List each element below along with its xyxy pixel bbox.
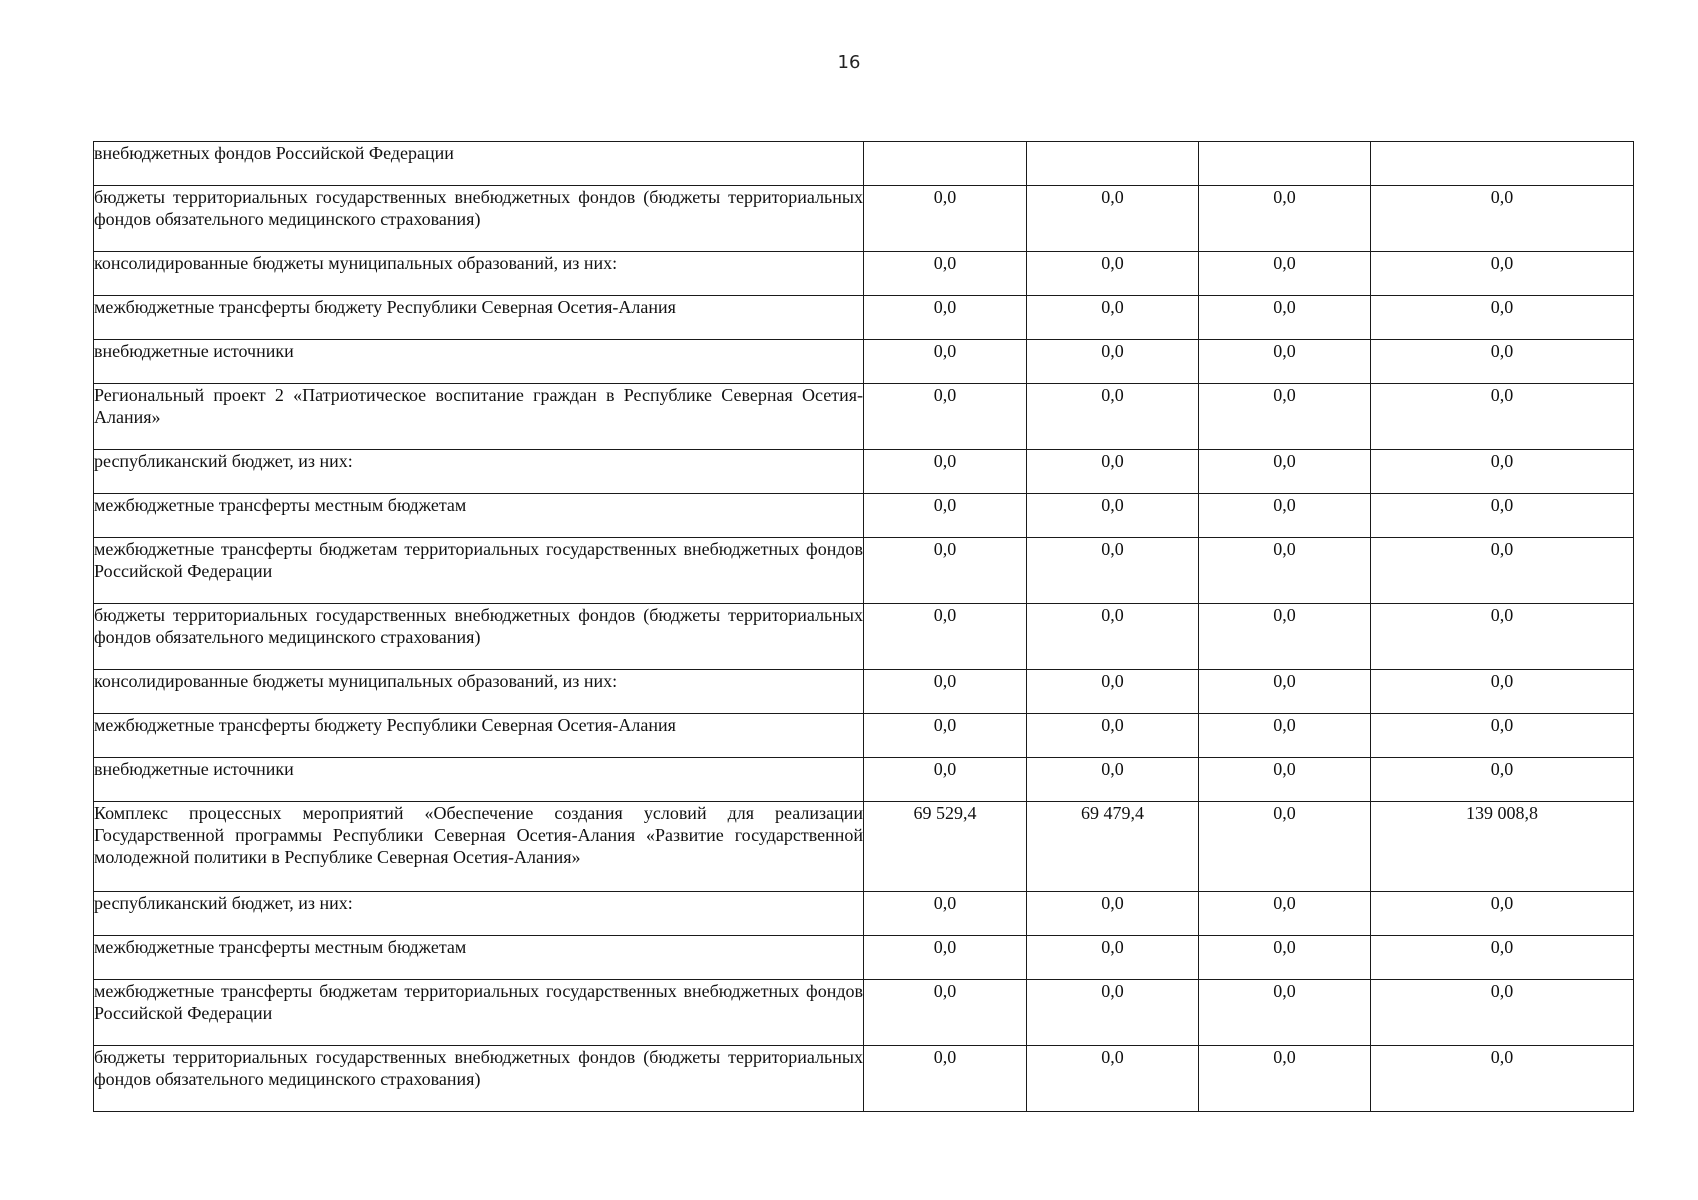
table-row — [94, 670, 1634, 714]
row-value-3: 0,0 — [1199, 980, 1371, 1046]
row-value-4: 0,0 — [1371, 670, 1634, 714]
table-row — [94, 252, 1634, 296]
row-value-4: 0,0 — [1371, 538, 1634, 604]
row-value-2: 0,0 — [1027, 892, 1199, 936]
row-label: внебюджетные источники — [94, 758, 864, 802]
row-value-2: 69 479,4 — [1027, 802, 1199, 892]
row-value-1: 0,0 — [864, 714, 1027, 758]
row-value-2: 0,0 — [1027, 936, 1199, 980]
row-value-2: 0,0 — [1027, 714, 1199, 758]
row-value-3: 0,0 — [1199, 186, 1371, 252]
table-row — [94, 296, 1634, 340]
table-row — [94, 450, 1634, 494]
row-value-2: 0,0 — [1027, 384, 1199, 450]
table-row — [94, 802, 1634, 892]
row-value-3: 0,0 — [1199, 538, 1371, 604]
row-value-2: 0,0 — [1027, 670, 1199, 714]
row-value-1: 0,0 — [864, 670, 1027, 714]
row-value-4: 0,0 — [1371, 450, 1634, 494]
row-value-3: 0,0 — [1199, 714, 1371, 758]
row-value-3: 0,0 — [1199, 252, 1371, 296]
row-value-1: 0,0 — [864, 186, 1027, 252]
row-value-1: 0,0 — [864, 538, 1027, 604]
row-value-4: 0,0 — [1371, 340, 1634, 384]
row-value-3: 0,0 — [1199, 936, 1371, 980]
row-value-2: 0,0 — [1027, 494, 1199, 538]
table-row — [94, 758, 1634, 802]
table-row — [94, 538, 1634, 604]
row-value-2: 0,0 — [1027, 538, 1199, 604]
row-value-2: 0,0 — [1027, 252, 1199, 296]
row-value-1 — [864, 142, 1027, 186]
row-value-3: 0,0 — [1199, 604, 1371, 670]
row-label: республиканский бюджет, из них: — [94, 892, 864, 936]
row-label: бюджеты территориальных государственных внебюджетных фондов (бюджеты территориальных фондов обязательного медицинского страхования) — [94, 604, 864, 670]
row-value-4: 0,0 — [1371, 936, 1634, 980]
row-value-1: 0,0 — [864, 892, 1027, 936]
table-row — [94, 340, 1634, 384]
row-value-1: 0,0 — [864, 340, 1027, 384]
row-value-2: 0,0 — [1027, 296, 1199, 340]
budget-table-body — [94, 142, 1634, 1112]
row-value-1: 0,0 — [864, 758, 1027, 802]
table-row — [94, 142, 1634, 186]
row-label: Комплекс процессных мероприятий «Обеспечение создания условий для реализации Государственной программы Республики Северная Осетия-Алания «Развитие государственной молодежной политики в Республике Северная Осетия-Алания» — [94, 802, 864, 892]
row-value-1: 0,0 — [864, 604, 1027, 670]
row-value-2: 0,0 — [1027, 758, 1199, 802]
row-value-1: 0,0 — [864, 936, 1027, 980]
row-value-4: 0,0 — [1371, 892, 1634, 936]
row-value-4: 0,0 — [1371, 980, 1634, 1046]
row-value-4: 0,0 — [1371, 252, 1634, 296]
row-value-1: 0,0 — [864, 384, 1027, 450]
row-value-2: 0,0 — [1027, 450, 1199, 494]
row-value-3: 0,0 — [1199, 384, 1371, 450]
row-value-2: 0,0 — [1027, 186, 1199, 252]
row-value-3: 0,0 — [1199, 1046, 1371, 1112]
row-label: межбюджетные трансферты местным бюджетам — [94, 494, 864, 538]
row-value-4: 0,0 — [1371, 186, 1634, 252]
row-value-4: 0,0 — [1371, 714, 1634, 758]
table-row — [94, 892, 1634, 936]
row-value-3: 0,0 — [1199, 670, 1371, 714]
row-value-1: 0,0 — [864, 980, 1027, 1046]
row-value-3: 0,0 — [1199, 892, 1371, 936]
row-value-4: 139 008,8 — [1371, 802, 1634, 892]
row-label: консолидированные бюджеты муниципальных образований, из них: — [94, 670, 864, 714]
row-value-1: 69 529,4 — [864, 802, 1027, 892]
row-value-3: 0,0 — [1199, 296, 1371, 340]
row-value-3: 0,0 — [1199, 802, 1371, 892]
budget-table-container — [93, 141, 1633, 1112]
row-value-2: 0,0 — [1027, 1046, 1199, 1112]
row-value-2: 0,0 — [1027, 980, 1199, 1046]
row-value-4: 0,0 — [1371, 1046, 1634, 1112]
row-label: бюджеты территориальных государственных внебюджетных фондов (бюджеты территориальных фондов обязательного медицинского страхования) — [94, 1046, 864, 1112]
row-label: межбюджетные трансферты местным бюджетам — [94, 936, 864, 980]
row-value-2 — [1027, 142, 1199, 186]
table-row — [94, 1046, 1634, 1112]
row-label: внебюджетных фондов Российской Федерации — [94, 142, 864, 186]
page-number: 16 — [837, 52, 861, 73]
row-value-4: 0,0 — [1371, 384, 1634, 450]
row-value-3: 0,0 — [1199, 494, 1371, 538]
row-label: внебюджетные источники — [94, 340, 864, 384]
budget-table — [93, 141, 1634, 1112]
row-value-3: 0,0 — [1199, 340, 1371, 384]
row-label: республиканский бюджет, из них: — [94, 450, 864, 494]
table-row — [94, 604, 1634, 670]
row-value-4: 0,0 — [1371, 296, 1634, 340]
table-row — [94, 384, 1634, 450]
row-label: межбюджетные трансферты бюджету Республики Северная Осетия-Алания — [94, 296, 864, 340]
row-value-4 — [1371, 142, 1634, 186]
row-value-3 — [1199, 142, 1371, 186]
table-row — [94, 186, 1634, 252]
row-value-3: 0,0 — [1199, 450, 1371, 494]
row-label: консолидированные бюджеты муниципальных образований, из них: — [94, 252, 864, 296]
row-label: межбюджетные трансферты бюджетам территориальных государственных внебюджетных фондов Российской Федерации — [94, 980, 864, 1046]
row-value-2: 0,0 — [1027, 604, 1199, 670]
row-value-4: 0,0 — [1371, 494, 1634, 538]
row-value-1: 0,0 — [864, 1046, 1027, 1112]
table-row — [94, 494, 1634, 538]
row-value-1: 0,0 — [864, 252, 1027, 296]
row-value-3: 0,0 — [1199, 758, 1371, 802]
table-row — [94, 936, 1634, 980]
row-value-1: 0,0 — [864, 494, 1027, 538]
row-value-2: 0,0 — [1027, 340, 1199, 384]
row-value-4: 0,0 — [1371, 758, 1634, 802]
table-row — [94, 980, 1634, 1046]
table-row — [94, 714, 1634, 758]
row-label: бюджеты территориальных государственных внебюджетных фондов (бюджеты территориальных фондов обязательного медицинского страхования) — [94, 186, 864, 252]
row-value-1: 0,0 — [864, 296, 1027, 340]
row-label: межбюджетные трансферты бюджету Республики Северная Осетия-Алания — [94, 714, 864, 758]
row-value-1: 0,0 — [864, 450, 1027, 494]
row-label: межбюджетные трансферты бюджетам территориальных государственных внебюджетных фондов Российской Федерации — [94, 538, 864, 604]
row-label: Региональный проект 2 «Патриотическое воспитание граждан в Республике Северная Осетия-Алания» — [94, 384, 864, 450]
row-value-4: 0,0 — [1371, 604, 1634, 670]
